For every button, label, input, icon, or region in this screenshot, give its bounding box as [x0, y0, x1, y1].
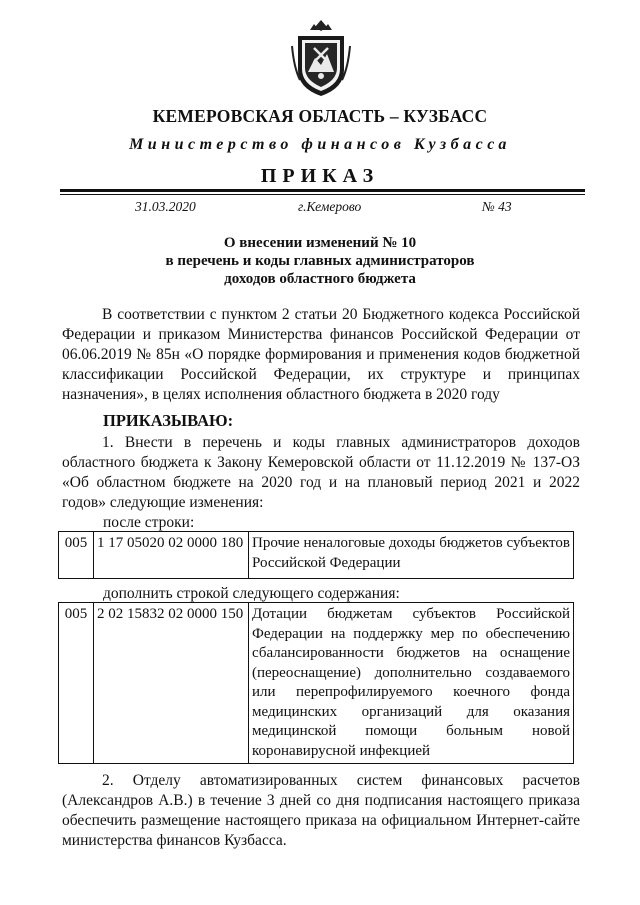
income-name-cell: Прочие неналоговые доходы бюджетов субъектов Российской Федерации: [249, 532, 574, 579]
preamble-text: В соответствии с пунктом 2 статьи 20 Бюджетного кодекса Российской Федерации и приказом Министерства финансов Российской Федерации от 06.06.2019 № 85н «О порядке формирования и применения кодов бюджетной классификации Российской Федерации, их структуре и принципах назначения», в целях исполнения областного бюджета в 2020 году: [62, 306, 580, 403]
item-2-text: 2. Отделу автоматизированных систем финансовых расчетов (Александров А.В.) в течение 3 дней со дня подписания настоящего приказа обеспечить размещение настоящего приказа на официальном Интернет-сайте министерства финансов Кузбасса.: [62, 772, 580, 849]
document-subject: [0, 234, 640, 288]
item-1-paragraph: [62, 433, 580, 513]
table-row: [59, 532, 574, 579]
document-city: г.Кемерово: [298, 199, 362, 214]
kbk-code-cell: 1 17 05020 02 0000 180: [94, 532, 249, 579]
document-type: ПРИКАЗ: [260, 165, 380, 187]
subject-line: в перечень и коды главных администраторов: [165, 253, 475, 269]
kbk-code-cell: 2 02 15832 02 0000 150: [94, 603, 249, 764]
document-date: 31.03.2020: [135, 199, 196, 214]
header-rule-thin: [60, 194, 585, 195]
admin-code-cell: 005: [59, 603, 94, 764]
item-2-paragraph: [62, 771, 580, 851]
existing-row-table: [58, 531, 574, 579]
admin-code-cell: 005: [59, 532, 94, 579]
ministry-title: Министерство финансов Кузбасса: [129, 136, 511, 153]
item-1-text: 1. Внести в перечень и коды главных администраторов доходов областного бюджета к Закону Кемеровской области от 11.12.2019 № 137-ОЗ «Об областном бюджете на 2020 год и на плановый период 2021 и 2022 годов» следующие изменения:: [62, 434, 580, 511]
coat-of-arms-icon: [290, 18, 352, 100]
subject-line: доходов областного бюджета: [224, 271, 416, 287]
new-row-table: [58, 602, 574, 764]
preamble-paragraph: [62, 305, 580, 405]
subject-line: О внесении изменений № 10: [223, 235, 417, 251]
table-row: [59, 603, 574, 764]
region-title: КЕМЕРОВСКАЯ ОБЛАСТЬ – КУЗБАСС: [152, 106, 488, 126]
income-name-cell: Дотации бюджетам субъектов Российской Федерации на поддержку мер по обеспечению сбалансированности бюджетов на оснащение (переоснащение) дополнительно создаваемого или перепрофилируемого коечного фонда медицинских организаций для оказания медицинской помощи больным новой коронавирусной инфекцией: [249, 603, 574, 764]
orders-heading: ПРИКАЗЫВАЮ:: [103, 411, 234, 430]
after-row-label: после строки:: [103, 514, 195, 531]
header-rule-thick: [60, 189, 585, 192]
supplement-label: дополнить строкой следующего содержания:: [103, 585, 400, 602]
document-number: № 43: [482, 199, 512, 214]
